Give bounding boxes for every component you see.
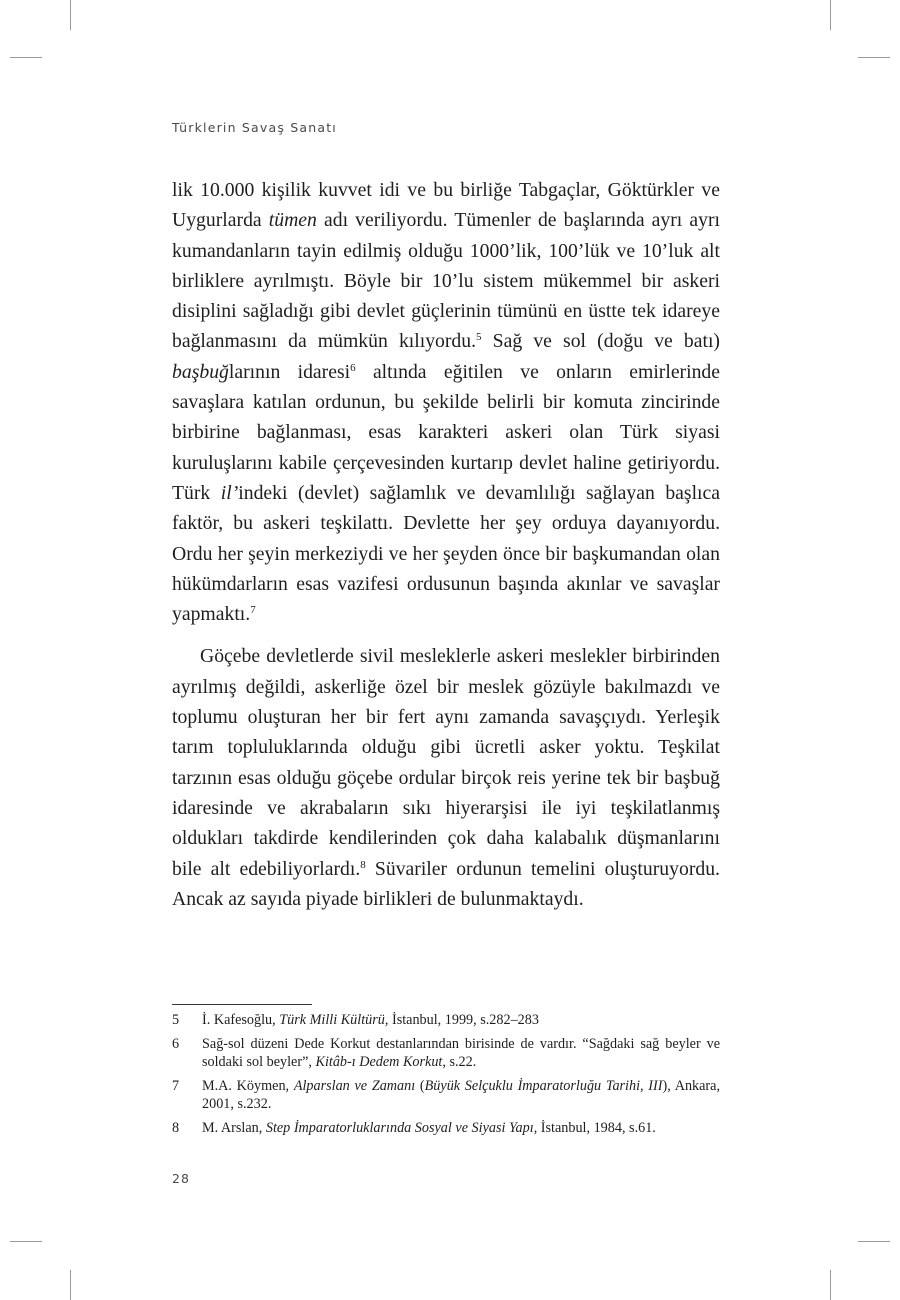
footnotes xyxy=(172,1011,720,1143)
paragraph-2 xyxy=(172,641,720,914)
footnote-ref[interactable]: 7 xyxy=(250,604,256,617)
footnote-number: 7 xyxy=(172,1078,180,1094)
crop-mark-left-bottom xyxy=(10,1241,42,1242)
running-head: Türklerin Savaş Sanatı xyxy=(172,120,337,135)
italic-term: başbuğ xyxy=(172,360,229,383)
text-run: altında eğitilen ve onların emirlerinde savaşlara katılan ordunun, bu şekilde belirli bir komuta zincirinde birbirine bağlanması, esas karakteri askeri olan Türk siyasi kuruluşlarını kabile çerçevesinden kurtarıp devlet haline getiriyordu. Türk xyxy=(172,360,721,504)
text-run: Sağ ve sol (doğu ve batı) xyxy=(481,330,720,353)
footnote-7 xyxy=(172,1077,720,1113)
crop-mark-bottom-right xyxy=(830,1270,831,1300)
footnote-text: Sağ-sol düzeni Dede Korkut destanlarından birisinde de vardır. “Sağdaki sağ beyler ve soldaki sol beyler”, Kitâb-ı Dedem Korkut, s.22. xyxy=(202,1036,720,1070)
footnote-number: 6 xyxy=(172,1036,180,1052)
footnote-6 xyxy=(172,1035,720,1071)
footnote-text: M.A. Köymen, Alparslan ve Zamanı (Büyük Selçuklu İmparatorluğu Tarihi, III), Ankara, 2001, s.232. xyxy=(202,1078,720,1112)
footnote-number: 8 xyxy=(172,1120,180,1136)
footnote-number: 5 xyxy=(172,1012,180,1028)
footnote-text: İ. Kafesoğlu, Türk Milli Kültürü, İstanbul, 1999, s.282–283 xyxy=(202,1012,539,1028)
footnote-8 xyxy=(172,1119,720,1137)
paragraph-1 xyxy=(172,175,720,629)
crop-mark-right-bottom xyxy=(858,1241,890,1242)
footnote-5 xyxy=(172,1011,720,1029)
text-run: Süvariler ordunun temelini oluşturuyordu. Ancak az sayıda piyade birlikleri de bulunmaktaydı. xyxy=(172,857,720,910)
crop-mark-top-right xyxy=(830,0,831,30)
footnote-ref[interactable]: 6 xyxy=(350,361,356,374)
body-text xyxy=(172,175,720,914)
crop-mark-bottom-left xyxy=(70,1270,71,1300)
text-run: lik 10.000 kişilik kuvvet idi ve bu birliğe Tabgaçlar, Göktürkler ve Uygurlarda xyxy=(172,179,720,232)
text-run: larının idaresi xyxy=(228,360,351,383)
crop-mark-right-top xyxy=(858,57,890,58)
footnote-rule xyxy=(172,1004,312,1005)
text-run: adı veriliyordu. Tümenler de başlarında ayrı ayrı kumandanların tayin edilmiş olduğu 1000’lik, 100’lük ve 10’luk alt birliklere ayrılmıştı. Böyle bir 10’lu sistem mükemmel bir askeri disiplini sağladığı gibi devlet güçlerinin tümünü en üstte tek idareye bağlanmasını da mümkün kılıyordu. xyxy=(172,209,720,353)
crop-mark-left-top xyxy=(10,57,42,58)
footnote-ref[interactable]: 5 xyxy=(476,331,482,344)
text-run: Göçebe devletlerde sivil mesleklerle askeri meslekler birbirinden ayrılmış değildi, askerliğe özel bir meslek gözüyle bakılmazdı ve toplumu oluşturan her bir fert aynı zamanda savaşçıydı. Yerleşik tarım topluluklarında olduğu gibi ücretli asker yoktu. Teşkilat tarzının esas olduğu göçebe ordular birçok reis yerine tek bir başbuğ idaresinde ve akrabaların sıkı hiyerarşisi ile iyi teşkilatlanmış oldukları takdirde kendilerinden çok daha kalabalık düşmanlarını bile alt edebiliyorlardı. xyxy=(172,645,720,880)
crop-mark-top-left xyxy=(70,0,71,30)
italic-term: il’ xyxy=(220,481,239,504)
italic-term: tümen xyxy=(268,209,317,232)
page-number: 28 xyxy=(172,1171,190,1186)
footnote-text: M. Arslan, Step İmparatorluklarında Sosyal ve Siyasi Yapı, İstanbul, 1984, s.61. xyxy=(202,1120,656,1136)
text-run: indeki (devlet) sağlamlık ve devamlılığı sağlayan başlıca faktör, bu askeri teşkilattı. Devlette her şey orduya dayanıyordu. Ordu her şeyin merkeziydi ve her şeyden önce bir başkumandan olan hükümdarların esas vazifesi ordusunun başında akınlar ve savaşlar yapmaktı. xyxy=(172,481,720,626)
footnote-ref[interactable]: 8 xyxy=(360,858,366,871)
